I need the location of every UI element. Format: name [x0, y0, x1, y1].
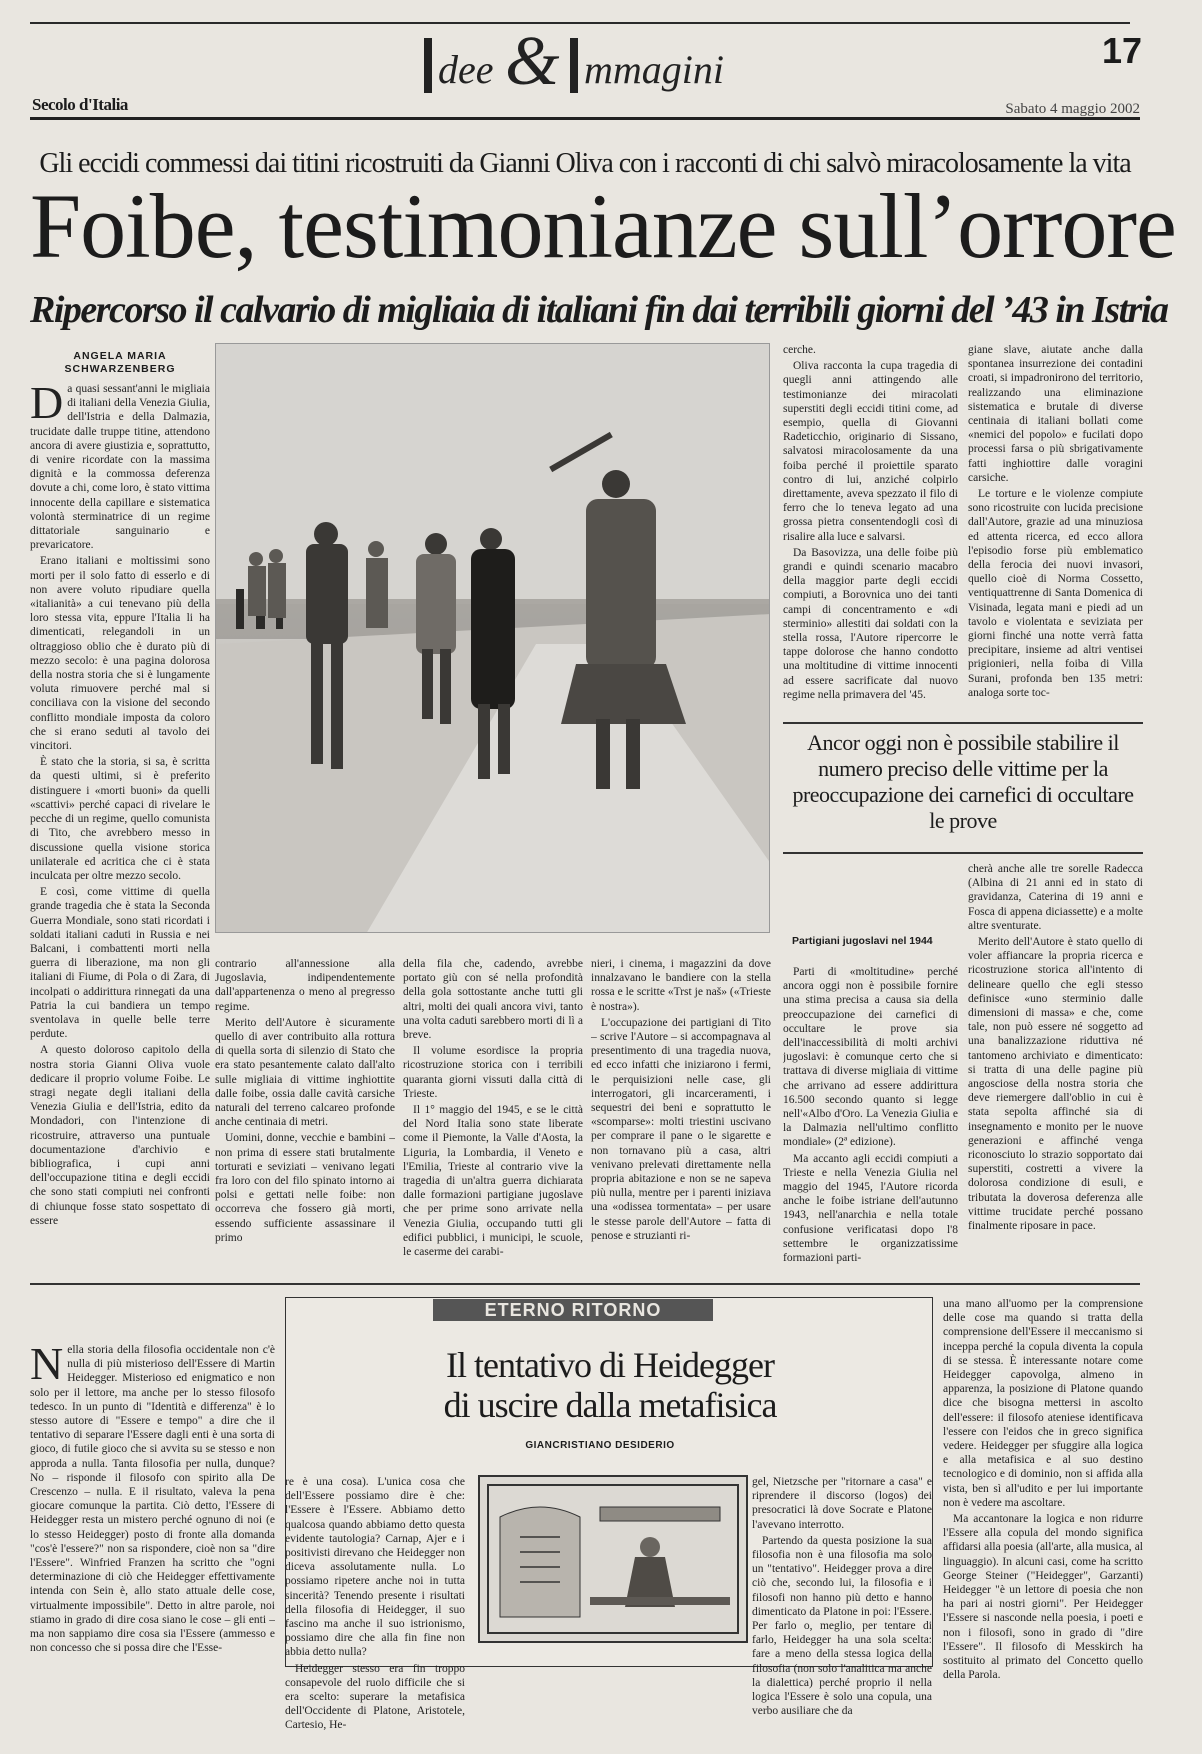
article-column-1 [30, 382, 210, 1272]
paragraph: a quasi sessant'anni le migliaia di italiani della Venezia Giulia, dell'Istria e della Dalmazia, trucidate dalle truppe titine, attendono ancora di avere giustizia e, soprattutto, di venire ricordate con la massima dignità e la commossa deferenza dovute a chi, come loro, è stato vittima innocente della capillare e sistematica volontà sterminatrice di un regime dittatoriale sanguinario e prevaricatore. [30, 383, 210, 552]
paragraph: Le torture e le violenze compiute sono ricostruite con lucida precisione dall'Autore, grazie ad una minuziosa ed attenta ricerca, ed ecco allora l'episodio forse più emblematico della ferocia dei nuovi invasori, quello cioè di Norma Cossetto, ventiquattrenne di Santa Domenica di Visinada, legata mani e piedi ad un tavolo e violentata e seviziata per giorni finché una notte verrà fatta precipitare, insieme ad altri ventisei prigionieri, nella foiba di Villa Surani, profonda ben 135 metri: analoga sorte toc- [968, 488, 1143, 699]
lower-column-3 [752, 1475, 932, 1743]
paragraph: Merito dell'Autore è stato quello di voler affiancare la propria ricerca e ricostruzione storica all'intento di delineare quello che egli stesso definisce «uno sterminio dalle dimensioni di massa» e che, come tale, non può essere né soggetto ad una banalizzazione riduttiva né tantomeno archiviato e dimenticato: si tratta di una delle pagine più angosciose della nostra storia che deve riemergere dall'oblio in cui è stata sepolta affinché sia di insegnamento e monito per le nuove generazioni e affinché venga riconosciuto lo strazio sopportato dai superstiti, costretti a vivere la dolorosa condizione di esuli, e tributata la doverosa deferenza alle vittime trucidate perché possano finalmente riposare in pace. [968, 936, 1143, 1233]
byline [30, 350, 210, 376]
paragraph: cerche. [783, 344, 816, 356]
page-number: 17 [1101, 30, 1142, 71]
section-ampersand: & [505, 23, 560, 100]
pull-quote: Ancor oggi non è possibile stabilire il numero preciso delle vittime per la preoccupazione dei carnefici di occultare le prove [792, 730, 1134, 833]
paragraph: ella storia della filosofia occidentale non c'è nulla di più misterioso dell'Essere di Martin Heidegger. Misterioso ed enigmatico e non solo per il lettore, ma anche per lo stesso filosofo tedesco. In un punto di "Identità e differenza" è lo stesso autore di "Essere e tempo" a dire che il tentativo di separare l'Essere dagli enti è una sorta di gioco, di futile gioco che si avvita su se stesso e non approda a nulla. Tanta filosofia per nulla, dunque? No – risponde il filosofo con spirito alla De Crescenzo – nulla. E il risultato, valeva la pena giocare comunque la partita. Ciò detto, l'Essere di Heidegger resta un mistero perché ognuno di noi (e lo stesso Heidegger) posto di fronte alla domanda "cos'è l'essere?" non sa rispondere, cioè non sa "dire l'Essere". Winfried Franzen ha scritto che "ogni determinazione di ciò che Heidegger effettivamente intenda con Sein è, allo stato attuale delle cose, virtualmente impossibile". Detto in altre parole, noi stiamo in grado di dire cosa siano le cose – gli enti – ma non sappiamo dire cosa sia l'Essere (ammesso e non concesso che si possa dire che l'Esse- [30, 1344, 275, 1655]
drop-cap: D [30, 382, 64, 428]
article-column-6-top [968, 343, 1143, 715]
pull-quote-rule-top [783, 722, 1143, 724]
paragraph: giane slave, aiutate anche dalla spontanea insurrezione dei contadini croati, si impadronirono del territorio, realizzando una eliminazione sistematica e brutale di diverse centinaia di italiani bollati come «nemici del popolo» e fucilati dopo processi farsa o più sbrigativamente fatti inghiottire dalle voragini carsiche. [968, 344, 1143, 484]
kicker: Gli eccidi commessi dai titini ricostruiti da Gianni Oliva con i racconti di chi salvò miracolosamente la vita [39, 148, 1131, 179]
photo-caption: Partigiani jugoslavi nel 1944 [792, 935, 933, 947]
scholar-engraving [478, 1475, 748, 1643]
paragraph: nieri, i cinema, i magazzini da dove innalzavano le bandiere con la stella rossa e le scritte «Trst je naš» («Trieste è nostra»). [591, 958, 771, 1013]
section-letter-bar [570, 38, 578, 93]
author-last-name: SCHWARZENBERG [64, 363, 176, 375]
section-title-part2: mmagini [584, 47, 724, 92]
top-rule [30, 22, 1130, 24]
lower-column-2 [285, 1475, 465, 1743]
section-title-part1: dee [438, 47, 494, 92]
paragraph: Merito dell'Autore è sicuramente quello di aver contribuito alla rottura di quella sorta di silenzio di Stato che era stato pesantemente calato dall'alto sulle migliaia di vittime inghiottite dalle foibe, ossia dalle cavità carsiche naturali del terreno calcareo profonde anche centinaia di metri. [215, 1016, 395, 1129]
paragraph: Oliva racconta la cupa tragedia di quegli anni attingendo alle testimonianze dei miracolati superstiti degli eccidi titini come, ad esempio, quella di Giovanni Radeticchio, originario di Sissano, salvatosi miracolosamente da una foiba perché il proiettile sparato contro di lui, anziché colpirlo direttamente, aveva spezzato il filo di ferro che lo teneva legato ad una grossa pietra consentendogli così di risalire alla luce e salvarsi. [783, 360, 958, 543]
paragraph: A questo doloroso capitolo della nostra storia Gianni Oliva vuole dedicare il proprio volume Foibe. Le stragi negate degli italiani della Venezia Giulia e dell'Istria, edito da Mondadori, con l'intenzione di ricostruire, attraverso una puntuale documentazione d'archivio e bibliografica, i cupi anni dell'occupazione titina e degli eccidi che sono stati compiuti nei confronti di chiunque fosse stato sospettato di essere [30, 1044, 210, 1227]
paragraph: Ma accanto agli eccidi compiuti a Trieste e nella Venezia Giulia nel maggio del 1945, l'Autore ricorda anche le foibe istriane dell'autunno 1943, nell'anarchia e nella totale confusione verificatasi dopo l'8 settembre le organizzatissime formazioni parti- [783, 1152, 958, 1265]
paragraph: cherà anche alle tre sorelle Radecca (Albina di 21 anni ed in stato di gravidanza, Caterina di 19 anni e Fosca di appena diciassette) e a molte altre sventurate. [968, 863, 1143, 932]
paragraph: Parti di «moltitudine» perché ancora oggi non è possibile fornire una stima precisa a causa sia della preoccupazione dei carnefici di occultare le prove sia dell'inaccessibilità di molti archivi jugoslavi: è comunque certo che si trattava di diverse migliaia di vittime che arrivano ad essere addirittura 16.500 secondo quanto si legge nell'«Albo d'Oro. La Venezia Giulia e la Dalmazia nell'ultimo conflitto mondiale» (2ª edizione). [783, 966, 958, 1149]
paragraph: È stato che la storia, si sa, è scritta da questi ultimi, si è preferito distinguere i «morti buoni» da quelli «scattivi» perché capaci di rivelare le pecche di un regime, quello comunista di Tito, che avrebbero messo in discussione quella visione storica unilaterale ed acritica che ci è stata inculcata per oltre mezzo secolo. [30, 756, 210, 882]
article-column-2 [215, 957, 395, 1272]
section-divider [30, 1283, 1140, 1285]
paragraph: Uomini, donne, vecchie e bambini – non prima di essere stati brutalmente torturati e seviziati – venivano legati fra loro con del filo spinato intorno ai polsi e gettati nelle foibe: non occorreva che fossero già morti, essendo sufficiente assassinare il primo [215, 1132, 395, 1244]
section-title [410, 23, 810, 100]
article-column-5-bottom [783, 965, 958, 1272]
title-line: Il tentativo di Heidegger [446, 1345, 774, 1385]
article-column-5-top [783, 343, 958, 715]
headline: Foibe, testimonianze sull’orrore [30, 175, 1176, 277]
article-column-6-bottom [968, 862, 1143, 1272]
paragraph: Da Basovizza, una delle foibe più grandi e quindi scenario macabro della maggior parte degli eccidi compiuti, a Borovnica uno dei tanti campi di concentramento e «di sterminio» allestiti dai soldati con la stella rossa, l'Autore ripercorre le tappe dolorose che hanno condotto una moltitudine di vittime innocenti ad essere sacrificate dal nuovo regime nella primavera del '45. [783, 546, 958, 701]
paper-name: Secolo d'Italia [32, 95, 128, 114]
paragraph: E così, come vittime di quella grande tragedia che è stata la Seconda Guerra Mondiale, sono stati ricordati i soldati italiani caduti in Russia e nei Balcani, i combattenti morti nella guerra di liberazione, ma non gli italiani di Fiume, di Pola o di Zara, di incolpati o addirittura rinnegati da una Patria la cui bandiera un tempo sventolava in quelle belle terre perdute. [30, 886, 210, 1041]
lower-article-byline: GIANCRISTIANO DESIDERIO [525, 1440, 675, 1451]
paragraph: Erano italiani e moltissimi sono morti per il solo fatto di esserlo e di non avere voluto ripudiare quella «italianità» a cui tenevano più della loro stessa vita, eppure l'Italia li ha dimenticati, relegandoli in un oltraggioso oblio che è durato più di mezzo secolo: è una pagina dolorosa della nostra storia che si è lungamente voluta rimuovere perché mal si conciliava con la visione del secondo conflitto mondiale imposta da coloro che si erano seduti al tavolo dei vincitori. [30, 555, 210, 753]
paragraph: Il 1° maggio del 1945, e se le città del Nord Italia sono state liberate come il Piemonte, la Valle d'Aosta, la Liguria, la Lombardia, il Veneto e l'Emilia, Trieste al contrario vive la tragedia di un'altra guerra dichiarata dalle formazioni partigiane jugoslave che per prime sono arrivate nella Venezia Giulia, occupando tutti gli edifici pubblici, i municipi, le scuole, le caserme dei carabi- [403, 1104, 583, 1259]
paragraph: Il volume esordisce la propria ricostruzione storica con i terribili quaranta giorni vissuti dalla città di Trieste. [403, 1045, 583, 1100]
masthead-rule [30, 117, 1140, 120]
author-first-name: ANGELA MARIA [73, 350, 167, 362]
paragraph: della fila che, cadendo, avrebbe portato giù con sé nella profondità della gola sottostante anche tutti gli altri, molti dei quali ancora vivi, tanto una volta caduti sarebbero morti di lì a breve. [403, 958, 583, 1042]
paragraph: Heidegger stesso era fin troppo consapevole del ruolo difficile che si era scelto: superare la metafisica dell'Occidente di Platone, Aristotele, Cartesio, He- [285, 1662, 465, 1732]
paragraph: Ma accantonare la logica e non ridurre l'Essere alla copula del mondo significa affidarsi alla poesia (all'arte, alla musica, al linguaggio). In alcuni casi, come ha scritto George Steiner ("Heidegger", Garzanti) Heidegger "è un lettore di poesia che non ha pari ai nostri giorni". Per Heidegger l'Essere si nasconde nella poesia, i poeti e non i filosofi, sono in grado di "dire l'Essere". Il filosofo di Messkirch ha sostituito al primato del Concetto quello della Parola. [943, 1513, 1143, 1682]
paragraph: re è una cosa). L'unica cosa che dell'Essere possiamo dire è che: l'Essere è l'Essere. Abbiamo detto qualcosa quando abbiamo detto questa evidente tautologia? Carnap, Ajer e i positivisti direvano che Heidegger non diceva assolutamente nulla. Lo possiamo ripetere anche noi in tutta sincerità? Tenendo presente i risultati della filosofia di Heidegger, il suo fascino ma anche il suo istrionismo, possiamo dire che alla fin fine non abbia detto nulla? [285, 1476, 465, 1659]
pull-quote-rule-bottom [783, 852, 1143, 854]
paragraph: L'occupazione dei partigiani di Tito – scrive l'Autore – si accompagnava al presentimento di una tragedia nuova, ed ecco infatti che iniziarono i fermi, le perquisizioni nelle case, gli interrogatori, gli incarceramenti, i sequestri dei beni e soprattutto le «scomparse»: molti triestini uscivano per comprare il pane o le sigarette e non tornavano più a casa, altri venivano prelevati direttamente nella propria abitazione e non se ne sapeva più nulla, mentre per i parenti iniziava una «odissea tormentata» – per usare le stesse parole dell'Autore – fatta di penose e struzianti ri- [591, 1016, 771, 1242]
title-line: di uscire dalla metafisica [443, 1385, 777, 1425]
drop-cap: N [30, 1343, 64, 1389]
paragraph: gel, Nietzsche per "ritornare a casa" e riprendere il discorso (logos) dei presocratici là dove Socrate e Platone l'avevano interrotto. [752, 1476, 932, 1531]
partisans-photo [215, 343, 770, 933]
subheadline: Ripercorso il calvario di migliaia di italiani fin dai terribili giorni del ’43 in Istria [30, 289, 1168, 331]
article-column-3 [403, 957, 583, 1272]
section-letter-bar [424, 38, 432, 93]
engraving-illustration [480, 1477, 746, 1641]
paragraph: una mano all'uomo per la comprensione delle cose ma quando si tratta della comprensione dell'Essere il meccanismo si inceppa perché la copula diventa la copula di se stessa. È interessante notare come Heidegger capovolga, almeno in apparenza, la posizione di Platone quando dice che bisogna mettersi in ascolto dell'essere: il filosofo ateniese identificava l'essere con l'eidos che in greco significa vedere. Heidegger per sfuggire alla logica e alla metafisica e al suo destino tecnologico e di dominio, non si affida alla vista, ben sì all'udito e per lui importante non è vedere ma ascoltare. [943, 1298, 1143, 1509]
paragraph: Partendo da questa posizione la sua filosofia non è una filosofia ma solo un "tentativo". Heidegger prova a dire ciò che, secondo lui, la filosofia e i filosofi non hanno più detto e hanno dimenticato da Platone in poi: l'Essere. Per farlo o, meglio, per tentare di farlo, Heidegger ha una sola scelta: fare a meno della stessa logica della filosofia (non solo l'analitica ma anche la dialettica) perché proprio il nella logica l'Essere è solo una copula, una verbo ausiliare che da [752, 1534, 932, 1718]
article-column-4 [591, 957, 771, 1272]
photo-illustration [216, 344, 770, 933]
lower-column-4 [943, 1297, 1143, 1743]
rubric-label: ETERNO RITORNO [433, 1299, 713, 1321]
paragraph: contrario all'annessione alla Jugoslavia, indipendentemente dall'appartenenza o meno al pregresso regime. [215, 958, 395, 1013]
lower-column-1 [30, 1343, 275, 1743]
lower-article-title [330, 1345, 890, 1425]
publication-date: Sabato 4 maggio 2002 [1005, 101, 1140, 117]
